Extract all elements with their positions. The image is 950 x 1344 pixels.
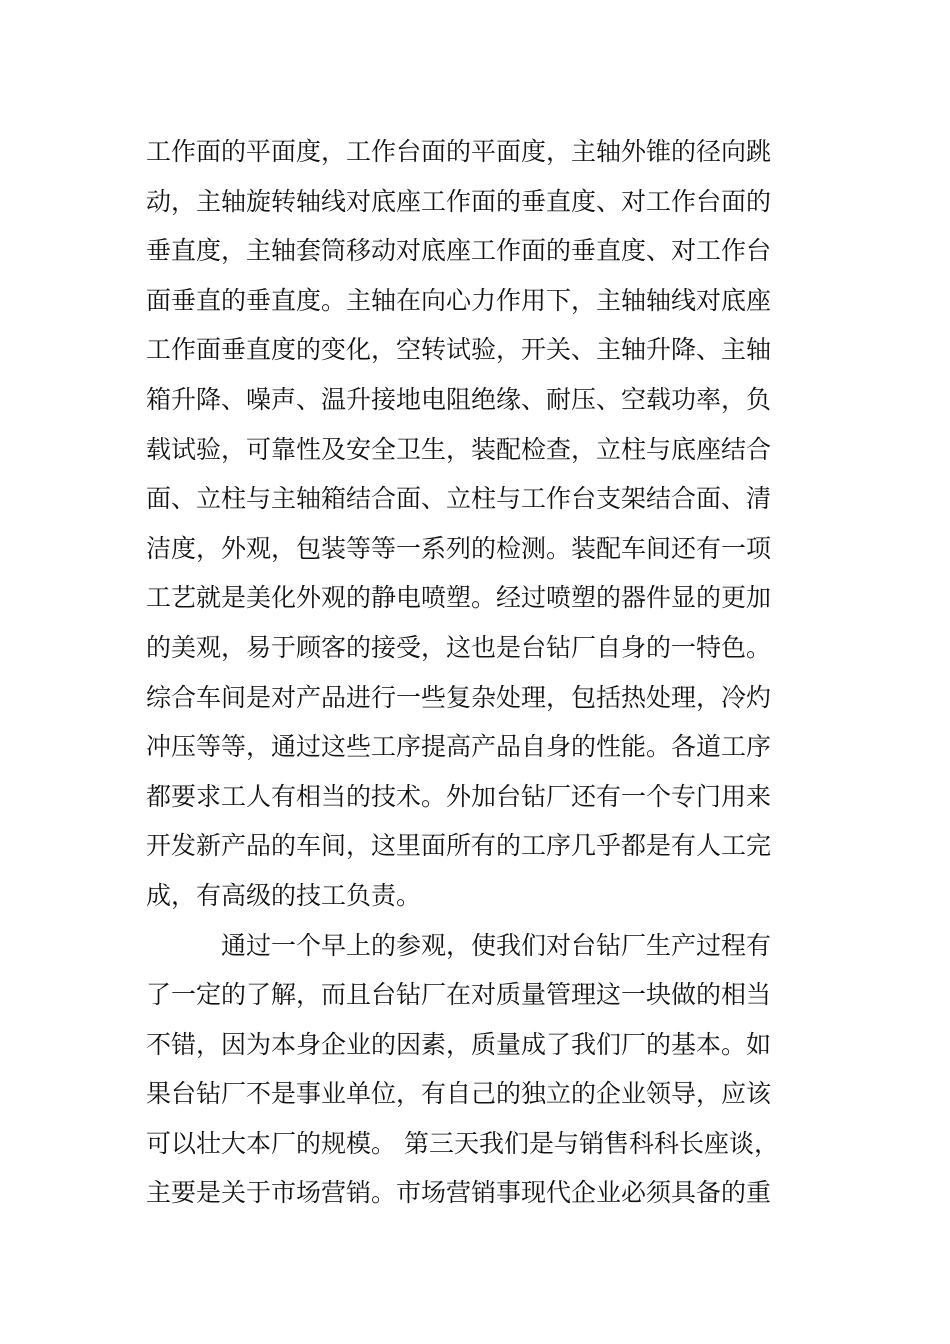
text-line: 都要求工人有相当的技术。外加台钻厂还有一个专门用来 [146, 781, 772, 811]
text-line: 面垂直的垂直度。主轴在向心力作用下，主轴轴线对底座 [146, 285, 772, 315]
text-line: 垂直度，主轴套筒移动对底座工作面的垂直度、对工作台 [146, 236, 772, 266]
document-body-text [146, 127, 816, 1218]
text-line: 可以壮大本厂的规模。 第三天我们是与销售科科长座谈， [146, 1128, 779, 1158]
paragraph-start-line: 通过一个早上的参观，使我们对台钻厂生产过程有 [221, 930, 772, 960]
text-line: 工作面的平面度，工作台面的平面度，主轴外锥的径向跳 [146, 137, 772, 166]
text-line: 开发新产品的车间，这里面所有的工序几乎都是有人工完 [146, 831, 772, 861]
text-line: 工艺就是美化外观的静电喷塑。经过喷塑的器件显的更加 [146, 583, 772, 613]
text-line: 动，主轴旋转轴线对底座工作面的垂直度、对工作台面的 [146, 186, 772, 216]
text-line: 不错，因为本身企业的因素，质量成了我们厂的基本。如 [146, 1029, 772, 1059]
text-line: 载试验，可靠性及安全卫生，装配检查，立柱与底座结合 [146, 434, 772, 464]
text-line: 箱升降、噪声、温升接地电阻绝缘、耐压、空载功率，负 [146, 384, 772, 414]
text-line: 了一定的了解，而且台钻厂在对质量管理这一块做的相当 [146, 980, 772, 1010]
text-line: 的美观，易于顾客的接受，这也是台钻厂自身的一特色。 [146, 632, 772, 662]
text-line: 工作面垂直度的变化，空转试验，开关、主轴升降、主轴 [146, 335, 772, 365]
text-line: 面、立柱与主轴箱结合面、立柱与工作台支架结合面、清 [146, 484, 772, 514]
text-line: 冲压等等，通过这些工序提高产品自身的性能。各道工序 [146, 732, 772, 762]
text-line: 果台钻厂不是事业单位，有自己的独立的企业领导，应该 [146, 1079, 772, 1109]
text-line: 综合车间是对产品进行一些复杂处理，包括热处理，冷灼 [146, 682, 772, 712]
text-line: 主要是关于市场营销。市场营销事现代企业必须具备的重 [146, 1178, 772, 1208]
text-line: 成，有高级的技工负责。 [146, 880, 422, 910]
text-line: 洁度，外观，包装等等一系列的检测。装配车间还有一项 [146, 533, 772, 563]
